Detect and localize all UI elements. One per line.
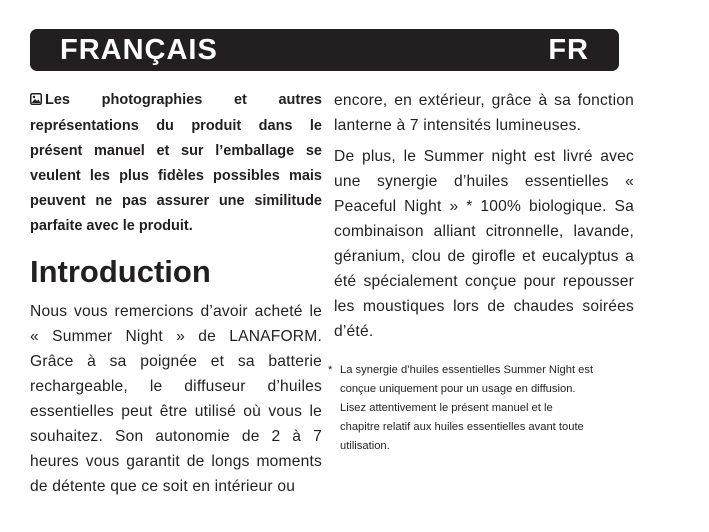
language-header-bar (30, 29, 619, 71)
intro-paragraph-continued: encore, en extérieur, grâce à sa fonction lanterne à 7 intensités lumineuses. (334, 92, 634, 134)
footnote-text: La synergie d’huiles essentielles Summer Night est conçue uniquement pour un usage en diffusion. Lisez attentivement le présent manuel et le chapitre relatif aux huiles essentielles avant toute utilisation. (340, 364, 594, 452)
section-title: Introduction (30, 254, 211, 289)
footnote (328, 361, 594, 456)
right-column (328, 88, 634, 456)
footnote-marker: * (328, 364, 333, 376)
notice-text: Les photographies et autres représentations du produit dans le présent manuel et sur l’emballage se veulent les plus fidèles possibles mais peuvent ne pas assurer une similitude parfaite avec le produit. (30, 92, 322, 234)
language-code: FR (548, 33, 589, 66)
left-column (30, 88, 322, 499)
product-image-notice (30, 88, 322, 239)
intro-paragraph-left: Nous vous remercions d’avoir acheté le « Summer Night » de LANAFORM. Grâce à sa poignée et sa batterie rechargeable, le diffuseur d’huiles essentielles peut être utilisé où vous le souhaitez. Son autonomie de 2 à 7 heures vous garantit de longs moments de détente que ce soit en intérieur ou (30, 303, 322, 495)
language-title: FRANÇAIS (60, 33, 218, 66)
intro-paragraph-second: De plus, le Summer night est livré avec une synergie d’huiles essentielles « Peaceful Night » * 100% biologique. Sa combinaison alliant citronnelle, lavande, géranium, clou de girofle et eucalyptus a été spécialement conçue pour repousser les moustiques lors de chaudes soirées d’été. (334, 148, 634, 340)
image-icon (30, 89, 42, 114)
